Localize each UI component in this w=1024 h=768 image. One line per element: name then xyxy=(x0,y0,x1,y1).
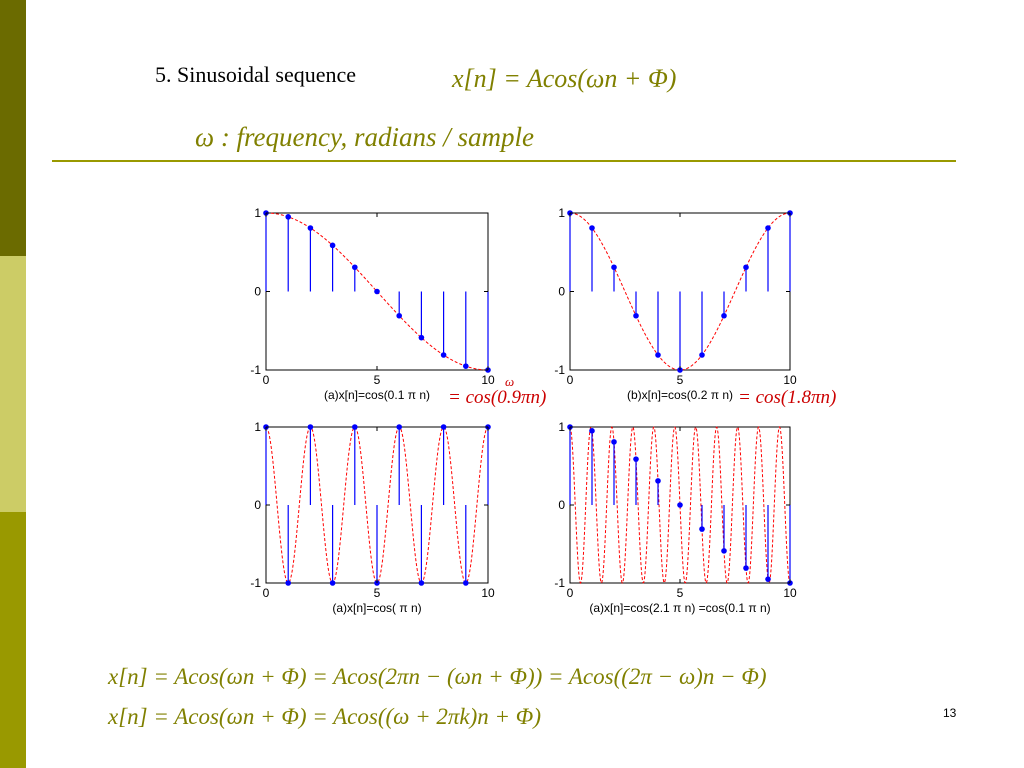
y-tick-label: 1 xyxy=(254,206,261,220)
stem-marker xyxy=(396,313,402,319)
stem-marker xyxy=(677,502,683,508)
slide-title: 5. Sinusoidal sequence xyxy=(155,62,357,87)
stem-marker xyxy=(765,225,771,231)
x-tick-label: 5 xyxy=(676,586,684,600)
plot-caption: (a)x[n]=cos(0.1 π n) xyxy=(324,388,430,402)
stem-marker xyxy=(308,424,314,430)
x-tick-label: 0 xyxy=(566,586,574,600)
stem-marker xyxy=(611,264,617,270)
x-tick-label: 10 xyxy=(783,586,797,600)
stem-marker xyxy=(743,565,749,571)
page-number: 13 xyxy=(943,706,957,720)
plot-caption: (a)x[n]=cos(2.1 π n) =cos(0.1 π n) xyxy=(589,601,771,615)
y-tick-label: 0 xyxy=(558,284,565,299)
stem-marker xyxy=(352,264,358,270)
y-tick-label: 1 xyxy=(558,420,565,434)
plot-caption: (b)x[n]=cos(0.2 π n) xyxy=(627,388,733,402)
annot-cos-1-8: = cos(1.8πn) xyxy=(738,387,837,408)
y-tick-label: 1 xyxy=(254,420,261,434)
stem-marker xyxy=(441,424,447,430)
y-tick-label: 0 xyxy=(558,498,565,512)
x-tick-label: 10 xyxy=(783,373,797,387)
stem-marker xyxy=(463,580,469,586)
stem-marker xyxy=(419,580,425,586)
equation-identity-1: x[n] = Acos(ωn + Φ) = Acos(2πn − (ωn + Φ)) = Acos((2π − ω)n − Φ) xyxy=(108,664,767,689)
stem-marker xyxy=(699,526,705,532)
x-tick-label: 0 xyxy=(566,373,574,387)
stem-marker xyxy=(441,352,447,358)
stem-marker xyxy=(330,580,336,586)
x-tick-label: 5 xyxy=(373,586,381,600)
equation-sinusoid: x[n] = Acos(ωn + Φ) xyxy=(452,64,677,93)
stem-marker xyxy=(285,214,291,220)
stem-marker xyxy=(463,363,469,369)
stem-marker xyxy=(330,243,336,249)
y-tick-label: -1 xyxy=(250,576,261,590)
stem-marker xyxy=(611,439,617,445)
y-tick-label: -1 xyxy=(554,576,565,590)
annot-omega: ω xyxy=(505,374,515,389)
y-tick-label: 0 xyxy=(254,284,261,299)
x-tick-label: 0 xyxy=(262,373,270,387)
y-tick-label: -1 xyxy=(250,363,261,377)
stem-marker xyxy=(308,225,314,231)
stem-marker xyxy=(633,313,639,319)
equation-omega-definition: ω : frequency, radians / sample xyxy=(195,122,535,152)
annot-cos-0-9: = cos(0.9πn) xyxy=(448,387,547,408)
stem-marker xyxy=(633,456,639,462)
y-tick-label: 1 xyxy=(558,206,565,220)
x-tick-label: 10 xyxy=(481,373,495,387)
x-tick-label: 10 xyxy=(481,586,495,600)
stem-marker xyxy=(589,225,595,231)
stem-marker xyxy=(743,264,749,270)
stem-marker xyxy=(285,580,291,586)
stem-marker xyxy=(655,352,661,358)
x-tick-label: 0 xyxy=(262,586,270,600)
stem-marker xyxy=(589,428,595,434)
x-tick-label: 5 xyxy=(373,373,381,387)
stem-marker xyxy=(374,289,380,295)
equation-identity-2: x[n] = Acos(ωn + Φ) = Acos((ω + 2πk)n + Φ) xyxy=(108,704,541,729)
y-tick-label: 0 xyxy=(254,498,261,512)
stem-marker xyxy=(352,424,358,430)
stem-marker xyxy=(721,313,727,319)
stem-marker xyxy=(765,576,771,582)
plot-caption: (a)x[n]=cos( π n) xyxy=(332,601,422,615)
y-tick-label: -1 xyxy=(554,363,565,377)
stem-marker xyxy=(699,352,705,358)
stem-marker xyxy=(655,478,661,484)
stem-marker xyxy=(721,548,727,554)
stem-marker xyxy=(419,335,425,341)
x-tick-label: 5 xyxy=(676,373,684,387)
stem-marker xyxy=(396,424,402,430)
